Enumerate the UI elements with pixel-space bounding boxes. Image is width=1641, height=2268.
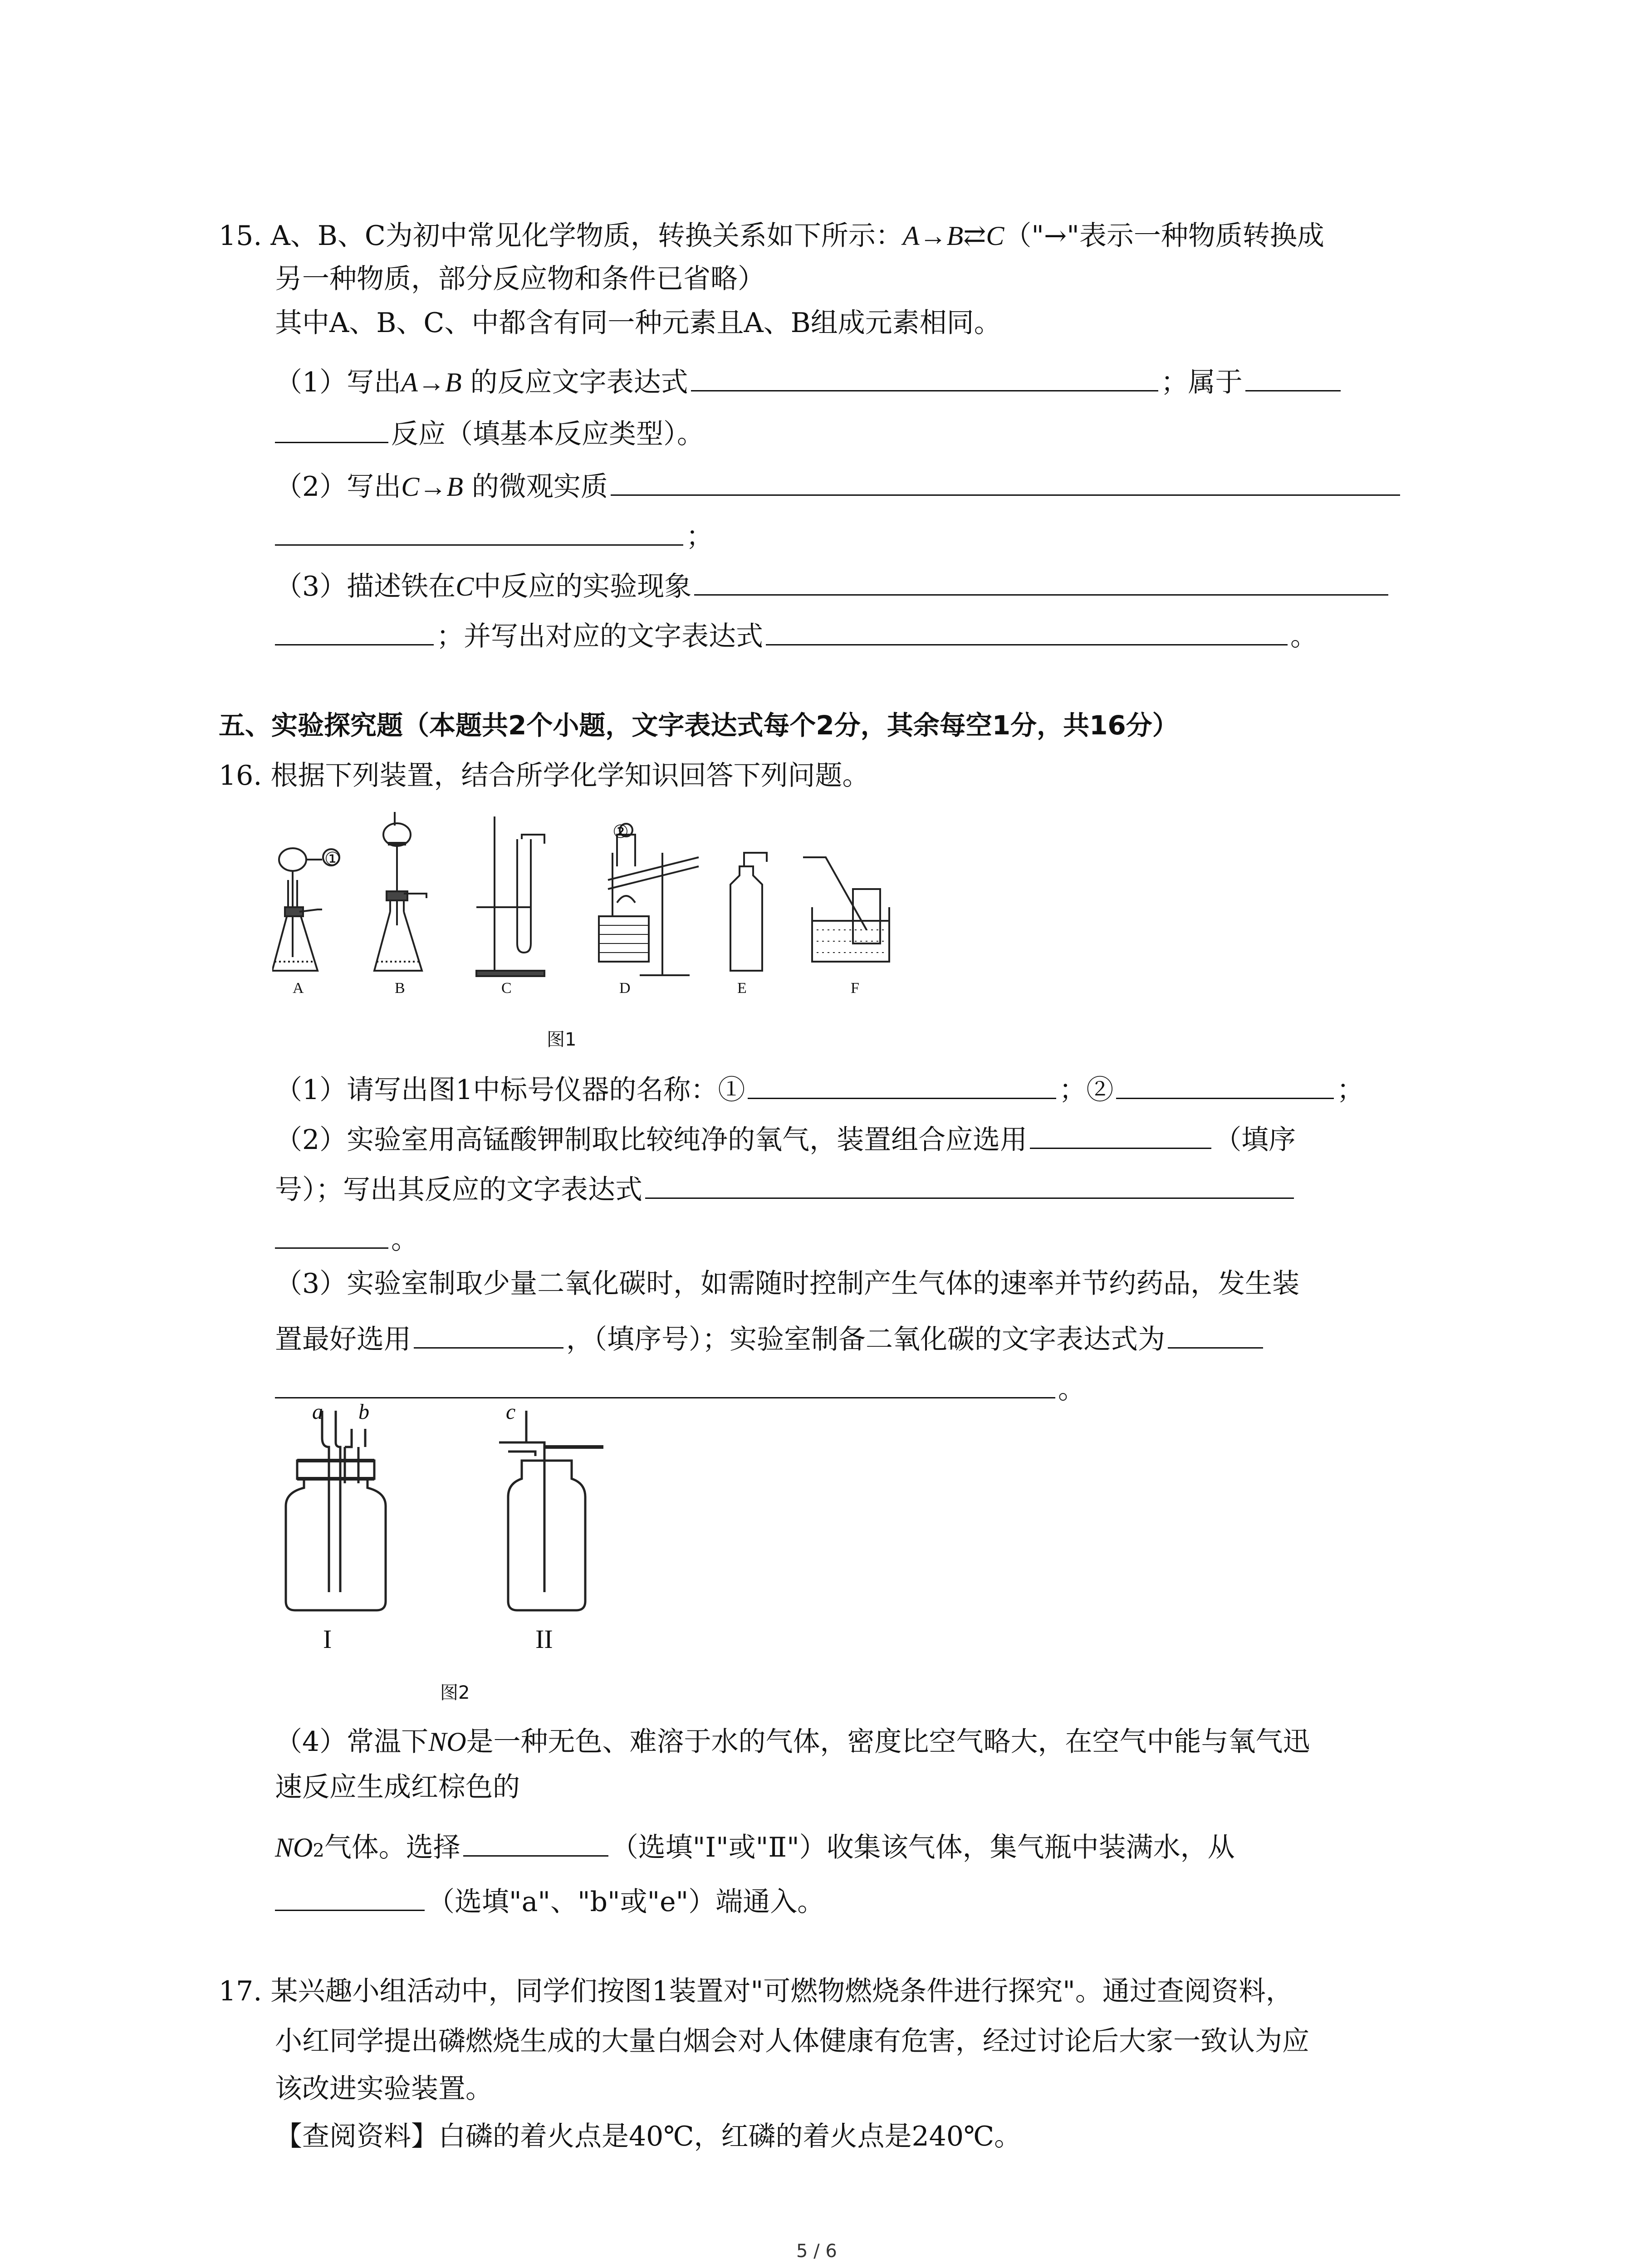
q16-part-3-cont: 置最好选用 ，（填序号）；实验室制备二氧化碳的文字表达式为: [275, 1320, 1266, 1353]
q15-part-1: （1）写出A→B 的反应文字表达式 ；属于: [275, 363, 1343, 396]
answer-blank[interactable]: [766, 617, 1288, 645]
fig1-label-b: B: [395, 980, 405, 997]
fig2-label-c: c: [506, 1400, 516, 1424]
fig1-mark-2: ②: [612, 821, 629, 842]
figure-2-caption: 图2: [440, 1682, 470, 1703]
apparatus-e: [730, 853, 767, 971]
answer-blank[interactable]: [463, 1828, 608, 1857]
fig1-mark-1: ①: [324, 849, 341, 869]
answer-blank[interactable]: [694, 567, 1388, 596]
q16-part-2: （2）实验室用高锰酸钾制取比较纯净的氧气，装置组合应选用 （填序: [275, 1120, 1296, 1154]
answer-blank[interactable]: [1245, 363, 1341, 391]
answer-blank[interactable]: [275, 617, 434, 645]
q17-number: 17.: [219, 1975, 262, 2007]
q16-number: 16.: [219, 760, 262, 792]
apparatus-d: [599, 824, 699, 975]
answer-blank[interactable]: [1030, 1120, 1211, 1149]
q15-line-3: 其中A、B、C、中都含有同一种元素且A、B组成元素相同。: [275, 307, 1001, 339]
answer-blank[interactable]: [645, 1170, 1294, 1199]
q16-part-4-cont: 速反应生成红棕色的: [275, 1771, 520, 1803]
answer-blank[interactable]: [414, 1320, 563, 1349]
q16-part-2-cont: 号）；写出其反应的文字表达式: [275, 1170, 1297, 1203]
bottle-ii: [499, 1411, 603, 1610]
q15-formula: A→B⇄C: [902, 221, 1004, 251]
answer-blank[interactable]: [691, 363, 1158, 391]
page-number: 5 / 6: [796, 2241, 837, 2262]
answer-blank[interactable]: [1116, 1070, 1334, 1099]
answer-blank[interactable]: [275, 1370, 1055, 1398]
q16-part-4: （4）常温下NO是一种无色、难溶于水的气体，密度比空气略大，在空气中能与氧气迅: [275, 1726, 1310, 1758]
q15-part-3-cont: ；并写出对应的文字表达式 。: [275, 617, 1318, 650]
answer-blank[interactable]: [611, 467, 1400, 496]
q17-line-1: 17. 某兴趣小组活动中，同学们按图1装置对"可燃物燃烧条件进行探究"。通过查阅资料，: [219, 1975, 1293, 2007]
figure-1-caption: 图1: [547, 1029, 577, 1050]
q15-part-1-cont: 反应（填基本反应类型）。: [275, 415, 704, 448]
q15-part-2: （2）写出C→B 的微观实质: [275, 467, 1403, 500]
fig1-label-c: C: [501, 980, 512, 997]
q15-line-1: 15. A、B、C为初中常见化学物质，转换关系如下所示：A→B⇄C（"→"表示一种物质转换成: [219, 220, 1324, 252]
fig2-label-ii: II: [535, 1624, 553, 1654]
apparatus-c: [476, 816, 544, 976]
fig2-label-a: a: [312, 1400, 323, 1424]
fig2-label-b: b: [358, 1400, 369, 1424]
section-5-heading: 五、实验探究题（本题共2个小题，文字表达式每个2分，其余每空1分，共16分）: [219, 710, 1179, 741]
fig2-label-i: I: [323, 1624, 332, 1654]
q15-part-3: （3）描述铁在C中反应的实验现象: [275, 567, 1391, 600]
fig1-label-f: F: [851, 980, 859, 997]
q16-part-3-end: 。: [275, 1370, 1085, 1403]
fig1-label-d: D: [619, 980, 631, 997]
q16-part-4-cont-2: NO2气体。选择 （选填"I"或"Ⅱ"）收集该气体，集气瓶中装满水，从: [275, 1828, 1235, 1861]
q16-part-3: （3）实验室制取少量二氧化碳时，如需随时控制产生气体的速率并节约药品，发生装: [275, 1268, 1300, 1300]
q15-part-2-cont: ；: [275, 517, 713, 550]
answer-blank[interactable]: [748, 1070, 1056, 1099]
fig1-label-e: E: [737, 980, 747, 997]
answer-blank[interactable]: [1168, 1320, 1263, 1349]
answer-blank[interactable]: [275, 517, 683, 546]
q16-part-2-end: 。: [275, 1220, 418, 1253]
q15-line-2: 另一种物质，部分反应物和条件已省略）: [275, 263, 765, 295]
q15-number: 15.: [219, 220, 262, 252]
apparatus-f: [803, 857, 889, 962]
q16-part-4-end: （选填"a"、"b"或"e"）端通入。: [275, 1882, 824, 1916]
q16-intro: 16. 根据下列装置，结合所学化学知识回答下列问题。: [219, 760, 870, 792]
fig1-label-a: A: [293, 980, 304, 997]
q16-part-1: （1）请写出图1中标号仪器的名称：① ；② ；: [275, 1070, 1364, 1104]
q17-line-4: 【查阅资料】白磷的着火点是40℃，红磷的着火点是240℃。: [275, 2121, 1022, 2152]
answer-blank[interactable]: [275, 1882, 425, 1911]
q17-line-3: 该改进实验装置。: [275, 2073, 493, 2105]
apparatus-b: [374, 812, 426, 971]
bottle-i: [286, 1411, 386, 1610]
answer-blank[interactable]: [275, 1220, 388, 1249]
figure-1-apparatus: [272, 807, 930, 1012]
q17-line-2: 小红同学提出磷燃烧生成的大量白烟会对人体健康有危害，经过讨论后大家一致认为应: [275, 2025, 1309, 2057]
answer-blank[interactable]: [275, 415, 388, 443]
